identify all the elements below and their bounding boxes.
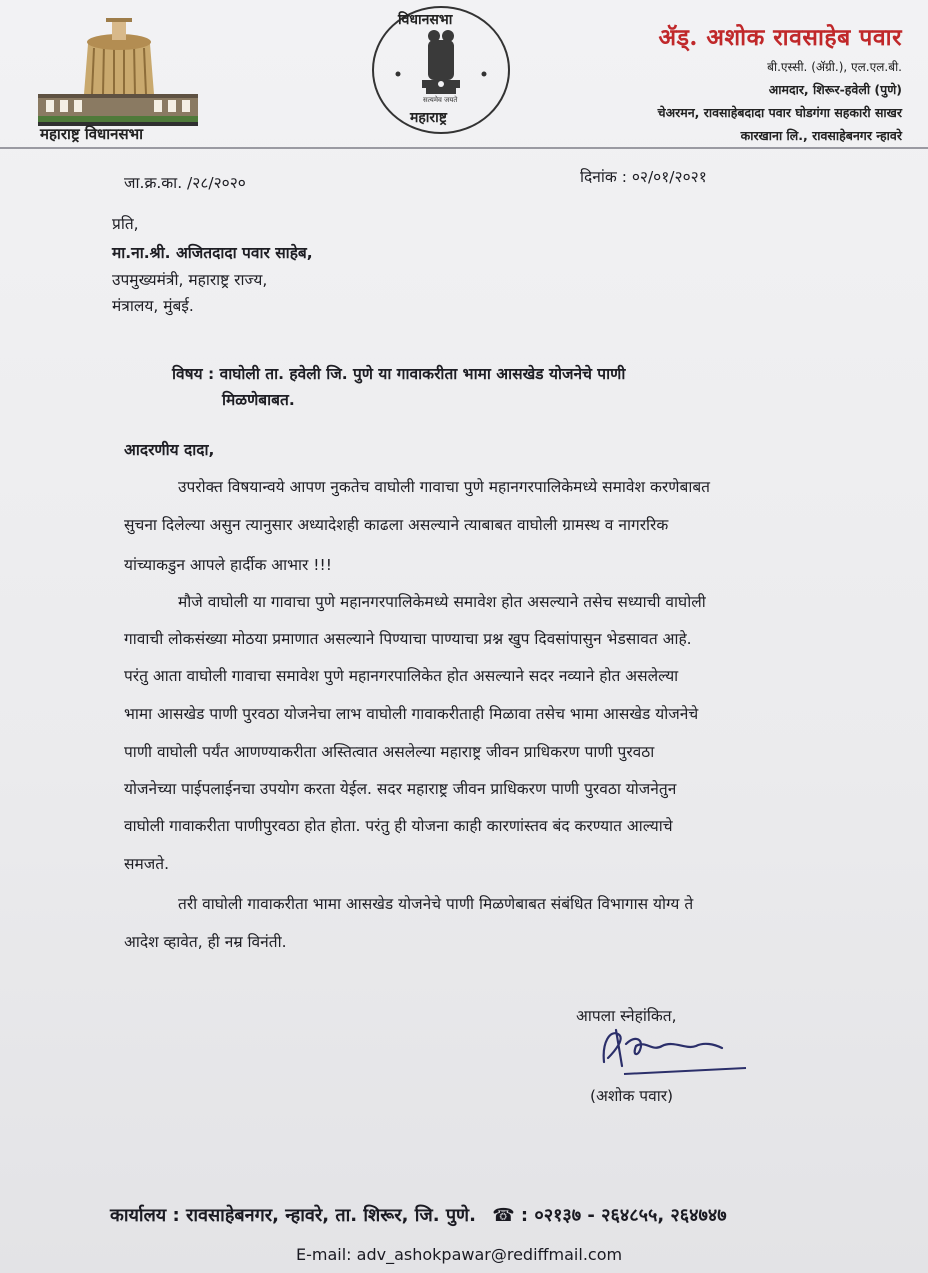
paragraph-line: आदेश व्हावेत, ही नम्र विनंती. — [124, 933, 287, 951]
subject-line-1: विषय : वाघोली ता. हवेली जि. पुणे या गावाकरीता भामा आसखेड योजनेचे पाणी — [172, 365, 626, 383]
mla-designation: आमदार, शिरूर-हवेली (पुणे) — [768, 82, 902, 97]
seal-motto: सत्यमेव जयते — [423, 96, 458, 104]
office-email: E-mail: adv_ashokpawar@rediffmail.com — [296, 1245, 623, 1264]
paragraph-line: समजते. — [124, 855, 170, 873]
office-phone: : ०२१३७ - २६४८५५, २६४७४७ — [520, 1205, 727, 1226]
signatory-name: (अशोक पवार) — [590, 1087, 674, 1105]
seal-top-text: विधानसभा — [398, 12, 453, 28]
header-divider — [0, 147, 928, 149]
reference-number: जा.क्र.का. /२८/२०२० — [124, 174, 246, 192]
paragraph-line: भामा आसखेड पाणी पुरवठा योजनेचा लाभ वाघोली गावाकरीताही मिळावा तसेच भामा आसखेड योजनेचे — [124, 705, 699, 723]
paragraph-line: यांच्याकडुन आपले हार्दीक आभार !!! — [124, 556, 332, 574]
to-label: प्रति, — [112, 215, 139, 233]
addressee-name: मा.ना.श्री. अजितदादा पवार साहेब, — [112, 244, 313, 262]
mla-letterhead — [658, 20, 902, 144]
addressee-designation: उपमुख्यमंत्री, महाराष्ट्र राज्य, — [112, 271, 268, 289]
mla-qualification: बी.एस्सी. (ॲग्री.), एल.एल.बी. — [767, 60, 902, 74]
paragraph-line: पाणी वाघोली पर्यंत आणण्याकरीता अस्तित्वात असलेल्या महाराष्ट्र जीवन प्राधिकरण पाणी पुरवठा — [124, 743, 655, 761]
addressee-address: मंत्रालय, मुंबई. — [112, 297, 194, 315]
paragraph-line: वाघोली गावाकरीता पाणीपुरवठा होत होता. परंतु ही योजना काही कारणांस्तव बंद करण्यात आल्याचे — [124, 817, 673, 835]
vidhan-bhavan-building-icon — [36, 8, 202, 128]
signature-mark — [596, 1022, 756, 1082]
office-address: कार्यालय : रावसाहेबनगर, न्हावरे, ता. शिरूर, जि. पुणे. — [110, 1205, 476, 1226]
assembly-label: महाराष्ट्र विधानसभा — [40, 125, 144, 143]
telephone-icon: ☎ — [492, 1205, 515, 1226]
closing: आपला स्नेहांकित, — [576, 1007, 677, 1025]
letter-date: दिनांक : ०२/०१/२०२१ — [580, 168, 707, 186]
paragraph-line: परंतु आता वाघोली गावाचा समावेश पुणे महानगरपालिकेत होत असल्याने सदर नव्याने होत असलेल्या — [124, 667, 679, 685]
paragraph-line: सुचना दिलेल्या असुन त्यानुसार अध्यादेशही काढला असल्याने त्याबाबत वाघोली ग्रामस्थ व नागररिक — [124, 516, 669, 534]
salutation: आदरणीय दादा, — [124, 441, 215, 459]
paragraph-line: तरी वाघोली गावाकरीता भामा आसखेड योजनेचे पाणी मिळणेबाबत संबंधित विभागास योग्य ते — [178, 895, 694, 913]
chairman-line-2: कारखाना लि., रावसाहेबनगर न्हावरे — [740, 128, 902, 143]
paragraph-line: योजनेच्या पाईपलाईनचा उपयोग करता येईल. सदर महाराष्ट्र जीवन प्राधिकरण पाणी पुरवठा योजनेतुन — [124, 780, 677, 798]
paragraph-line: गावाची लोकसंख्या मोठया प्रमाणात असल्याने पिण्याचा पाण्याचा प्रश्न खुप दिवसांपासुन भेडसावत आहे. — [124, 630, 692, 648]
subject-line-2: मिळणेबाबत. — [222, 391, 295, 409]
footer-office-address — [110, 1203, 727, 1227]
seal-bottom-text: महाराष्ट्र — [410, 110, 447, 126]
chairman-line-1: चेअरमन, रावसाहेबदादा पवार घोडगंगा सहकारी साखर — [657, 105, 902, 120]
paragraph-line: उपरोक्त विषयान्वये आपण नुकतेच वाघोली गावाचा पुणे महानगरपालिकेमध्ये समावेश करणेबाबत — [178, 478, 711, 496]
paragraph-line: मौजे वाघोली या गावाचा पुणे महानगरपालिकेमध्ये समावेश होत असल्याने तसेच सध्याची वाघोली — [178, 593, 706, 611]
mla-name: ॲड्. अशोक रावसाहेब पवार — [658, 24, 902, 51]
